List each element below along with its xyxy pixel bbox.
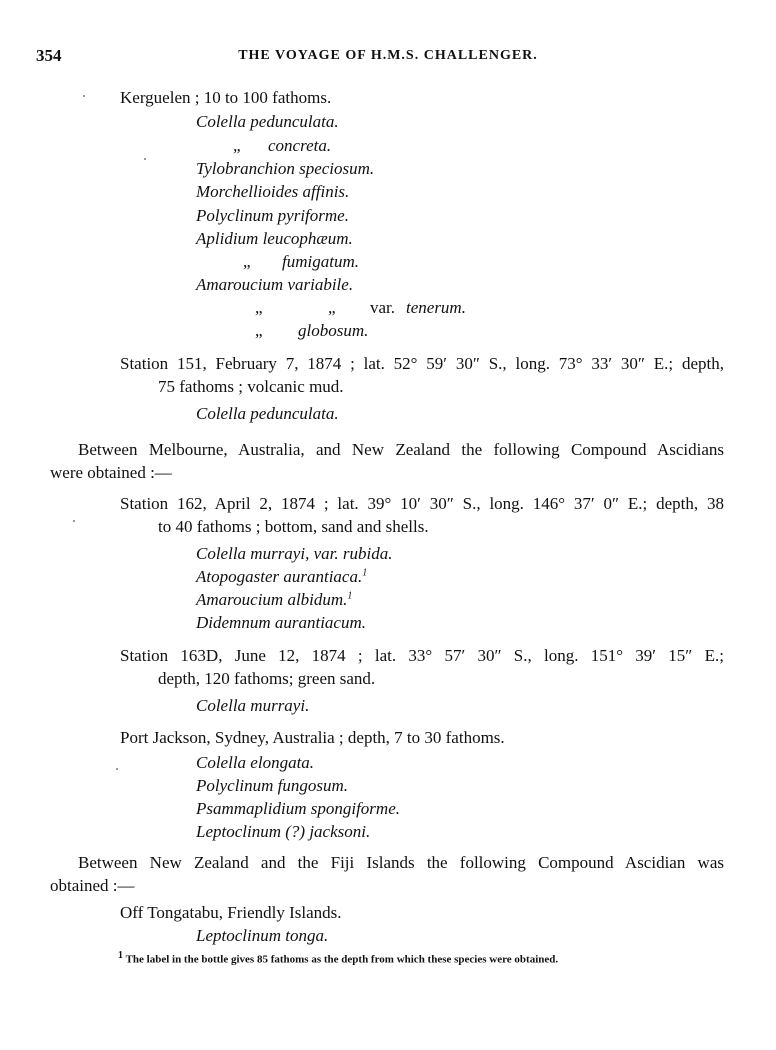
- port-jackson-heading: Port Jackson, Sydney, Australia ; depth, 7 to 30 fathoms.: [120, 728, 505, 747]
- species-item: Didemnum aurantiacum.: [196, 613, 366, 632]
- paper-speck: [83, 95, 85, 97]
- species-item: tenerum.: [406, 298, 466, 317]
- station162-line2: to 40 fathoms ; bottom, sand and shells.: [158, 517, 429, 536]
- station163-line1: Station 163D, June 12, 1874 ; lat. 33° 57′ 30″ S., long. 151° 39′ 15″ E.;: [120, 646, 724, 665]
- species-item: Leptoclinum tonga.: [196, 926, 329, 945]
- footnote-reference: 1: [362, 567, 368, 579]
- species-item: concreta.: [268, 136, 332, 155]
- station162-line1: Station 162, April 2, 1874 ; lat. 39° 10′ 30″ S., long. 146° 37′ 0″ E.; depth, 38: [120, 494, 724, 513]
- species-item: Atopogaster aurantiaca.$^1$: [196, 567, 368, 586]
- running-title: THE VOYAGE OF H.M.S. CHALLENGER.: [238, 48, 538, 63]
- footnote-reference: 1: [347, 590, 353, 602]
- species-item: globosum.: [298, 321, 369, 340]
- paper-speck: [116, 768, 118, 770]
- species-item: Colella murrayi, var. rubida.: [196, 544, 393, 563]
- paper-speck: [73, 520, 75, 522]
- page-number: 354: [36, 46, 62, 65]
- station151-line1: Station 151, February 7, 1874 ; lat. 52° 59′ 30″ S., long. 73° 33′ 30″ E.; depth,: [120, 354, 724, 373]
- species-item: fumigatum.: [282, 252, 359, 271]
- species-item: Psammaplidium spongiforme.: [196, 799, 400, 818]
- species-item: Aplidium leucophæum.: [196, 229, 353, 248]
- species-item: Colella pedunculata.: [196, 404, 339, 423]
- station151-line2: 75 fathoms ; volcanic mud.: [158, 377, 344, 396]
- species-item: Leptoclinum (?) jacksoni.: [196, 822, 371, 841]
- kerguelen-heading: Kerguelen ; 10 to 100 fathoms.: [120, 88, 332, 107]
- footnote-text: The label in the bottle gives 85 fathoms as the depth from which these species were obtained.: [125, 953, 559, 966]
- species-item: Morchellioides affinis.: [196, 182, 350, 201]
- ditto-mark: „: [328, 298, 336, 317]
- footnote-mark: 1: [118, 950, 123, 961]
- ditto-mark: „: [255, 321, 263, 340]
- species-item: Amaroucium albidum.$^1$: [196, 590, 353, 609]
- station163-line2: depth, 120 fathoms; green sand.: [158, 669, 376, 688]
- ditto-mark: „: [255, 298, 263, 317]
- paragraph-fiji-line2: obtained :—: [50, 876, 135, 895]
- species-item: Colella pedunculata.: [196, 112, 339, 131]
- paragraph-fiji-line1: Between New Zealand and the Fiji Islands the following Compound Ascidian was: [78, 853, 724, 872]
- ditto-mark: „: [233, 136, 241, 155]
- footnote: [118, 950, 558, 966]
- species-item: Polyclinum fungosum.: [196, 776, 349, 795]
- species-item: Amaroucium variabile.: [196, 275, 354, 294]
- ditto-mark: „: [243, 252, 251, 271]
- species-item: Colella murrayi.: [196, 696, 310, 715]
- paper-speck: [144, 158, 146, 160]
- species-item: Polyclinum pyriforme.: [196, 206, 349, 225]
- paragraph-melbourne-line2: were obtained :—: [50, 463, 172, 482]
- variety-label: var.: [370, 298, 396, 317]
- species-item: Tylobranchion speciosum.: [196, 159, 375, 178]
- tongatabu-heading: Off Tongatabu, Friendly Islands.: [120, 903, 342, 922]
- species-item: Colella elongata.: [196, 753, 315, 772]
- paragraph-melbourne-line1: Between Melbourne, Australia, and New Zealand the following Compound Ascidians: [78, 440, 724, 459]
